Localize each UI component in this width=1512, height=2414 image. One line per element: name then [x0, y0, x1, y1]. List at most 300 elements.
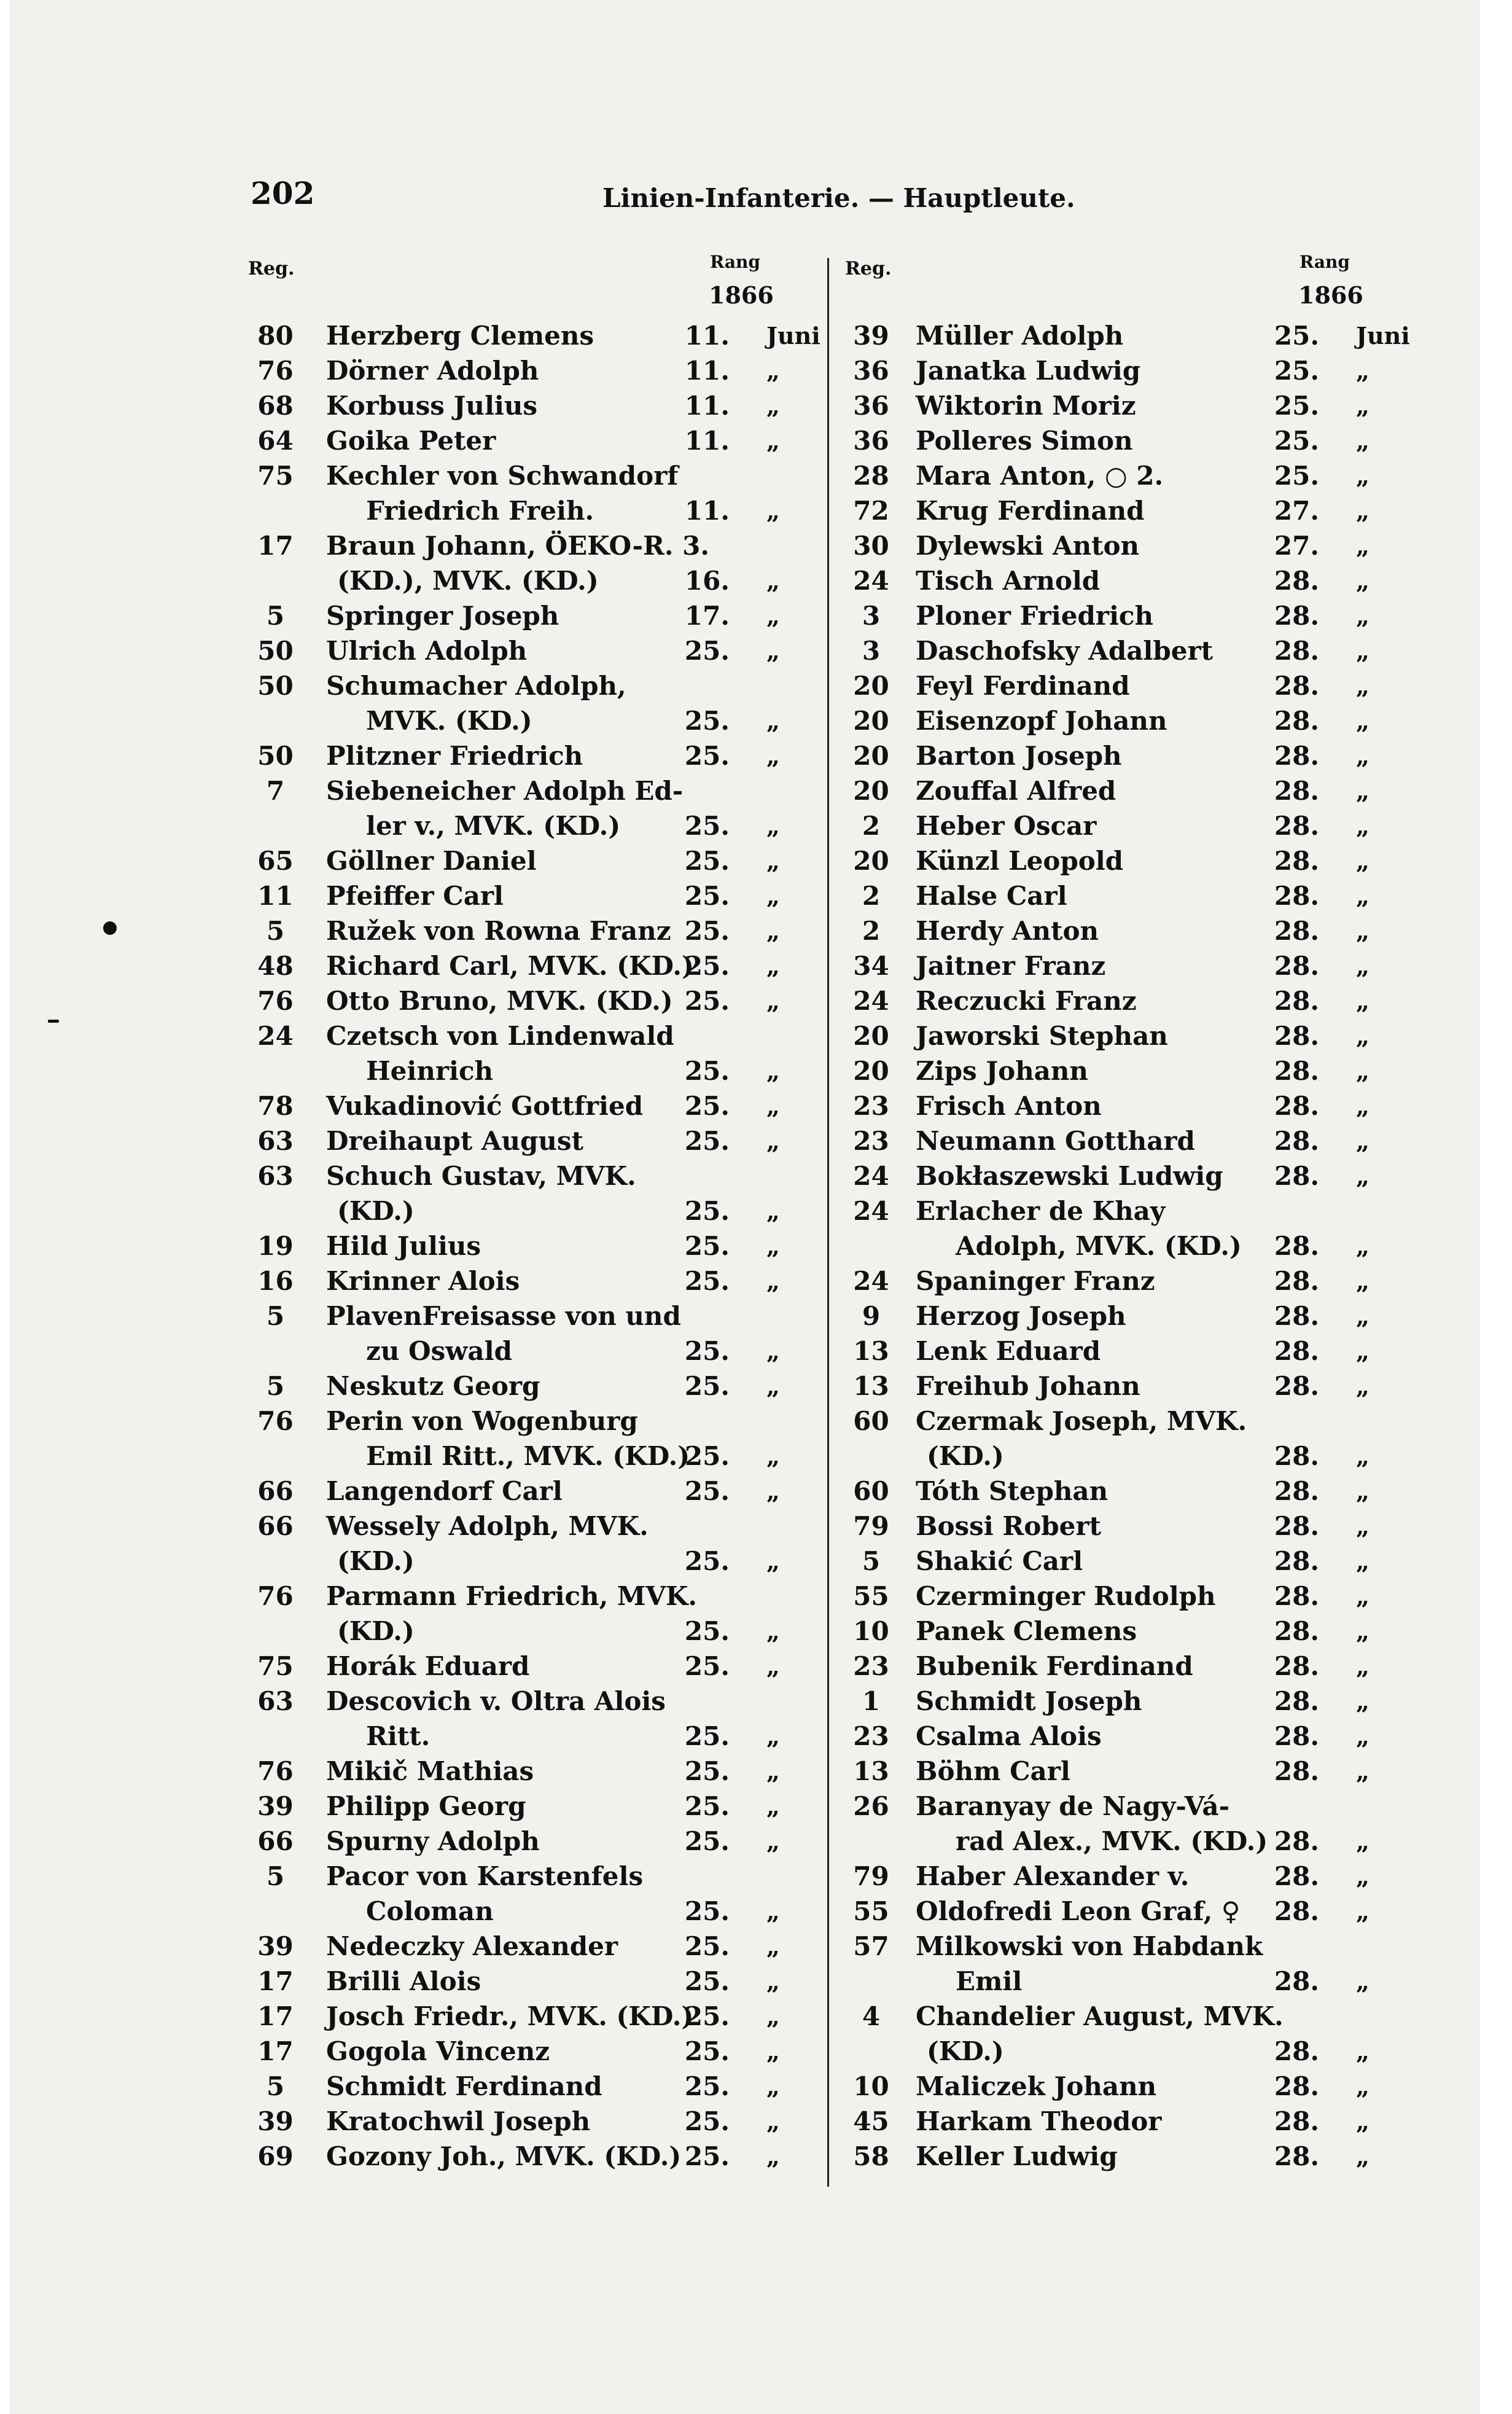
rang-cell: 25. [684, 1056, 730, 1086]
rang-cell: 25. [684, 1231, 730, 1261]
reg-cell: 68 [257, 391, 294, 421]
name-cell: Czerminger Rudolph [916, 1581, 1216, 1611]
rang-cell: 25. [684, 1721, 730, 1751]
book-page [10, 0, 1496, 2414]
reg-cell: 60 [853, 1406, 889, 1436]
reg-cell: 1 [862, 1686, 881, 1716]
name-cell: zu Oswald [366, 1336, 512, 1366]
name-cell: Neumann Gotthard [916, 1126, 1195, 1156]
name-cell: (KD.) [337, 1616, 415, 1646]
reg-cell: 10 [853, 1616, 889, 1646]
left-rang-header: Rang [710, 252, 760, 272]
name-cell: (KD.) [927, 1441, 1004, 1471]
ditto-cell: „ [766, 882, 780, 910]
rang-cell: 28. [1274, 1091, 1319, 1121]
name-cell: Otto Bruno, MVK. (KD.) [326, 986, 673, 1016]
name-cell: (KD.) [927, 2036, 1004, 2066]
ditto-cell: „ [1356, 847, 1370, 875]
name-cell: Ritt. [366, 1721, 431, 1751]
ditto-cell: „ [1356, 1057, 1370, 1085]
reg-cell: 20 [853, 776, 889, 806]
right-reg-header: Reg. [845, 258, 892, 279]
rang-cell: 28. [1274, 741, 1319, 771]
ditto-cell: „ [1356, 1617, 1370, 1645]
rang-cell: 28. [1274, 1756, 1319, 1786]
rang-cell: 25. [1274, 426, 1319, 456]
name-cell: Polleres Simon [916, 426, 1133, 456]
name-cell: Perin von Wogenburg [326, 1406, 638, 1436]
rang-cell: 25. [1274, 356, 1319, 386]
rang-cell: 28. [1274, 811, 1319, 841]
name-cell: Vukadinović Gottfried [326, 1091, 644, 1121]
ditto-cell: „ [1356, 1827, 1370, 1855]
name-cell: Ulrich Adolph [326, 636, 528, 666]
ditto-cell: „ [1356, 1862, 1370, 1890]
rang-cell: 25. [684, 881, 730, 911]
name-cell: Heber Oscar [916, 811, 1097, 841]
name-cell: Müller Adolph [916, 321, 1124, 351]
name-cell: Spaninger Franz [916, 1266, 1155, 1296]
reg-cell: 64 [257, 426, 294, 456]
ditto-cell: „ [766, 2107, 780, 2135]
rang-cell: 25. [684, 1266, 730, 1296]
name-cell: Plitzner Friedrich [326, 741, 583, 771]
name-cell: Zips Johann [916, 1056, 1088, 1086]
ditto-cell: „ [1356, 567, 1370, 595]
name-cell: Kechler von Schwandorf [326, 461, 679, 491]
ditto-cell: „ [1356, 1757, 1370, 1785]
rang-cell: 25. [684, 1616, 730, 1646]
reg-cell: 58 [853, 2141, 889, 2171]
name-cell: Herzberg Clemens [326, 321, 594, 351]
ditto-cell: „ [1356, 707, 1370, 735]
name-cell: Harkam Theodor [916, 2106, 1162, 2136]
name-cell: Czetsch von Lindenwald [326, 1021, 674, 1051]
ditto-cell: „ [766, 637, 780, 665]
ditto-cell: „ [766, 427, 780, 455]
reg-cell: 24 [853, 986, 889, 1016]
name-cell: Krug Ferdinand [916, 496, 1145, 526]
ditto-cell: „ [766, 2037, 780, 2065]
page-number: 202 [251, 175, 315, 211]
reg-cell: 9 [862, 1301, 881, 1331]
rang-cell: 28. [1274, 1476, 1319, 1506]
ditto-cell: „ [1356, 1372, 1370, 1400]
name-cell: Mara Anton, ○ 2. [916, 461, 1164, 491]
name-cell: Bokłaszewski Ludwig [916, 1161, 1223, 1191]
reg-cell: 17 [257, 2001, 294, 2031]
ditto-cell: „ [766, 707, 780, 735]
ink-mark [48, 1020, 59, 1023]
name-cell: Panek Clemens [916, 1616, 1137, 1646]
reg-cell: 24 [853, 1196, 889, 1226]
name-cell: Tóth Stephan [916, 1476, 1109, 1506]
name-cell: Böhm Carl [916, 1756, 1070, 1786]
ditto-cell: „ [766, 392, 780, 420]
reg-cell: 30 [853, 531, 889, 561]
name-cell: Jaitner Franz [916, 951, 1106, 981]
rang-cell: 25. [684, 1931, 730, 1961]
reg-cell: 63 [257, 1126, 294, 1156]
name-cell: Ploner Friedrich [916, 601, 1154, 631]
name-cell: Barton Joseph [916, 741, 1122, 771]
ditto-cell: „ [1356, 2072, 1370, 2100]
reg-cell: 20 [853, 1056, 889, 1086]
reg-cell: 66 [257, 1511, 294, 1541]
name-cell: Parmann Friedrich, MVK. [326, 1581, 698, 1611]
ditto-cell: „ [766, 1792, 780, 1820]
ditto-cell: „ [766, 1057, 780, 1085]
ditto-cell: „ [766, 1547, 780, 1575]
name-cell: Schuch Gustav, MVK. [326, 1161, 636, 1191]
rang-cell: 28. [1274, 1651, 1319, 1681]
reg-cell: 39 [853, 321, 889, 351]
name-cell: Spurny Adolph [326, 1826, 540, 1856]
reg-cell: 76 [257, 1406, 294, 1436]
reg-cell: 17 [257, 1966, 294, 1996]
rang-cell: 25. [684, 706, 730, 736]
ditto-cell: „ [766, 742, 780, 770]
rang-cell: 28. [1274, 2141, 1319, 2171]
ditto-cell: „ [766, 847, 780, 875]
reg-cell: 20 [853, 741, 889, 771]
reg-cell: 4 [862, 2001, 881, 2031]
rang-cell: 27. [1274, 496, 1319, 526]
rang-cell: 25. [684, 916, 730, 946]
name-cell: Dreihaupt August [326, 1126, 583, 1156]
rang-cell: 25. [684, 2036, 730, 2066]
reg-cell: 55 [853, 1581, 889, 1611]
name-cell: Baranyay de Nagy-Vá- [916, 1791, 1230, 1821]
ditto-cell: „ [766, 1267, 780, 1295]
reg-cell: 69 [257, 2141, 294, 2171]
ditto-cell: „ [1356, 392, 1370, 420]
reg-cell: 50 [257, 671, 294, 701]
name-cell: Csalma Alois [916, 1721, 1102, 1751]
reg-cell: 57 [853, 1931, 889, 1961]
name-cell: Erlacher de Khay [916, 1196, 1166, 1226]
reg-cell: 2 [862, 811, 881, 841]
name-cell: Janatka Ludwig [916, 356, 1141, 386]
ditto-cell: „ [766, 1197, 780, 1225]
rang-cell: 25. [1274, 321, 1319, 351]
name-cell: (KD.), MVK. (KD.) [337, 566, 599, 596]
rang-cell: 28. [1274, 1721, 1319, 1751]
rang-cell: 28. [1274, 1371, 1319, 1401]
reg-cell: 5 [266, 916, 285, 946]
ditto-cell: „ [766, 602, 780, 630]
name-cell: Freihub Johann [916, 1371, 1140, 1401]
ditto-cell: „ [766, 2072, 780, 2100]
reg-cell: 24 [257, 1021, 294, 1051]
ditto-cell: „ [1356, 2037, 1370, 2065]
rang-cell: 25. [1274, 461, 1319, 491]
ditto-cell: „ [766, 952, 780, 980]
ditto-cell: Juni [1356, 322, 1410, 350]
reg-cell: 23 [853, 1126, 889, 1156]
ditto-cell: „ [1356, 1967, 1370, 1995]
reg-cell: 20 [853, 1021, 889, 1051]
reg-cell: 39 [257, 2106, 294, 2136]
ditto-cell: „ [1356, 777, 1370, 805]
name-cell: Ružek von Rowna Franz [326, 916, 671, 946]
ditto-cell: „ [1356, 1092, 1370, 1120]
rang-cell: 28. [1274, 2106, 1319, 2136]
rang-cell: 25. [684, 2071, 730, 2101]
ditto-cell: „ [1356, 462, 1370, 490]
name-cell: Frisch Anton [916, 1091, 1102, 1121]
ditto-cell: „ [1356, 1442, 1370, 1470]
ditto-cell: „ [1356, 1022, 1370, 1050]
name-cell: rad Alex., MVK. (KD.) [956, 1826, 1268, 1856]
rang-cell: 28. [1274, 1511, 1319, 1541]
reg-cell: 28 [853, 461, 889, 491]
rang-cell: 25. [684, 1651, 730, 1681]
name-cell: Descovich v. Oltra Alois [326, 1686, 666, 1716]
ditto-cell: „ [1356, 672, 1370, 700]
name-cell: (KD.) [337, 1196, 415, 1226]
ditto-cell: Juni [766, 322, 820, 350]
reg-cell: 80 [257, 321, 294, 351]
reg-cell: 7 [266, 776, 285, 806]
reg-cell: 16 [257, 1266, 294, 1296]
rang-cell: 11. [684, 321, 730, 351]
reg-cell: 60 [853, 1476, 889, 1506]
reg-cell: 24 [853, 1161, 889, 1191]
reg-cell: 76 [257, 1581, 294, 1611]
name-cell: Lenk Eduard [916, 1336, 1101, 1366]
name-cell: Langendorf Carl [326, 1476, 563, 1506]
rang-cell: 25. [684, 1826, 730, 1856]
name-cell: Schmidt Ferdinand [326, 2071, 602, 2101]
rang-cell: 28. [1274, 1301, 1319, 1331]
name-cell: Shakić Carl [916, 1546, 1083, 1576]
reg-cell: 36 [853, 391, 889, 421]
name-cell: Keller Ludwig [916, 2141, 1118, 2171]
rang-cell: 25. [1274, 391, 1319, 421]
name-cell: Schmidt Joseph [916, 1686, 1142, 1716]
rang-cell: 25. [684, 986, 730, 1016]
rang-cell: 28. [1274, 2071, 1319, 2101]
name-cell: Adolph, MVK. (KD.) [956, 1231, 1242, 1261]
running-head: Linien-Infanterie. — Hauptleute. [602, 183, 1075, 213]
reg-cell: 5 [266, 1861, 285, 1891]
rang-cell: 28. [1274, 1441, 1319, 1471]
name-cell: MVK. (KD.) [366, 706, 532, 736]
ditto-cell: „ [1356, 1337, 1370, 1365]
reg-cell: 36 [853, 426, 889, 456]
rang-cell: 25. [684, 2106, 730, 2136]
name-cell: Milkowski von Habdank [916, 1931, 1263, 1961]
name-cell: Göllner Daniel [326, 846, 537, 876]
ditto-cell: „ [1356, 952, 1370, 980]
name-cell: Gozony Joh., MVK. (KD.) [326, 2141, 682, 2171]
rang-cell: 25. [684, 1476, 730, 1506]
reg-cell: 79 [853, 1511, 889, 1541]
rang-cell: 28. [1274, 1161, 1319, 1191]
name-cell: Springer Joseph [326, 601, 559, 631]
rang-cell: 28. [1274, 636, 1319, 666]
ditto-cell: „ [766, 1827, 780, 1855]
name-cell: Goika Peter [326, 426, 496, 456]
ditto-cell: „ [766, 1337, 780, 1365]
rang-cell: 25. [684, 1966, 730, 1996]
name-cell: Czermak Joseph, MVK. [916, 1406, 1247, 1436]
name-cell: Emil [956, 1966, 1023, 1996]
name-cell: Mikič Mathias [326, 1756, 534, 1786]
reg-cell: 65 [257, 846, 294, 876]
ditto-cell: „ [766, 1617, 780, 1645]
rang-cell: 28. [1274, 2036, 1319, 2066]
name-cell: Braun Johann, ÖEKO-R. 3. [326, 531, 710, 561]
ditto-cell: „ [1356, 637, 1370, 665]
ditto-cell: „ [766, 1127, 780, 1155]
ditto-cell: „ [1356, 357, 1370, 385]
ditto-cell: „ [766, 357, 780, 385]
name-cell: Hild Julius [326, 1231, 481, 1261]
name-cell: Nedeczky Alexander [326, 1931, 618, 1961]
ditto-cell: „ [766, 1932, 780, 1960]
name-cell: Wiktorin Moriz [916, 391, 1136, 421]
ditto-cell: „ [766, 1652, 780, 1680]
reg-cell: 66 [257, 1476, 294, 1506]
reg-cell: 13 [853, 1756, 889, 1786]
column-divider [827, 258, 829, 2187]
ditto-cell: „ [1356, 1477, 1370, 1505]
name-cell: Oldofredi Leon Graf, ♀ [916, 1896, 1241, 1926]
rang-cell: 25. [684, 1791, 730, 1821]
rang-cell: 28. [1274, 1266, 1319, 1296]
name-cell: Maliczek Johann [916, 2071, 1157, 2101]
reg-cell: 11 [257, 881, 294, 911]
name-cell: Richard Carl, MVK. (KD.) [326, 951, 694, 981]
rang-cell: 28. [1274, 1686, 1319, 1716]
reg-cell: 39 [257, 1931, 294, 1961]
reg-cell: 2 [862, 881, 881, 911]
name-cell: Gogola Vincenz [326, 2036, 550, 2066]
rang-cell: 28. [1274, 566, 1319, 596]
reg-cell: 63 [257, 1686, 294, 1716]
rang-cell: 27. [1274, 531, 1319, 561]
ditto-cell: „ [1356, 2107, 1370, 2135]
name-cell: Pacor von Karstenfels [326, 1861, 644, 1891]
ditto-cell: „ [766, 1967, 780, 1995]
rang-cell: 25. [684, 1756, 730, 1786]
ditto-cell: „ [1356, 1512, 1370, 1540]
name-cell: Reczucki Franz [916, 986, 1137, 1016]
reg-cell: 13 [853, 1371, 889, 1401]
rang-cell: 28. [1274, 986, 1319, 1016]
rang-cell: 28. [1274, 1861, 1319, 1891]
ditto-cell: „ [1356, 917, 1370, 945]
ditto-cell: „ [1356, 1722, 1370, 1750]
reg-cell: 20 [853, 671, 889, 701]
reg-cell: 78 [257, 1091, 294, 1121]
name-cell: Künzl Leopold [916, 846, 1124, 876]
name-cell: Brilli Alois [326, 1966, 481, 1996]
rang-cell: 28. [1274, 1231, 1319, 1261]
ditto-cell: „ [766, 1722, 780, 1750]
rang-cell: 25. [684, 1126, 730, 1156]
name-cell: Herdy Anton [916, 916, 1099, 946]
rang-cell: 25. [684, 636, 730, 666]
name-cell: (KD.) [337, 1546, 415, 1576]
reg-cell: 48 [257, 951, 294, 981]
rang-cell: 25. [684, 951, 730, 981]
ditto-cell: „ [1356, 1687, 1370, 1715]
ditto-cell: „ [766, 1477, 780, 1505]
ditto-cell: „ [1356, 532, 1370, 560]
ditto-cell: „ [766, 1232, 780, 1260]
name-cell: Kratochwil Joseph [326, 2106, 591, 2136]
reg-cell: 17 [257, 2036, 294, 2066]
page-edge [1480, 0, 1496, 2414]
reg-cell: 3 [862, 636, 881, 666]
reg-cell: 76 [257, 1756, 294, 1786]
name-cell: Chandelier August, MVK. [916, 2001, 1284, 2031]
right-rang-header: Rang [1300, 252, 1350, 272]
reg-cell: 34 [853, 951, 889, 981]
ditto-cell: „ [1356, 2143, 1370, 2170]
reg-cell: 10 [853, 2071, 889, 2101]
name-cell: PlavenFreisasse von und [326, 1301, 681, 1331]
rang-cell: 25. [684, 1441, 730, 1471]
rang-cell: 25. [684, 1091, 730, 1121]
reg-cell: 50 [257, 636, 294, 666]
reg-cell: 66 [257, 1826, 294, 1856]
name-cell: Eisenzopf Johann [916, 706, 1167, 736]
rang-cell: 28. [1274, 601, 1319, 631]
reg-cell: 26 [853, 1791, 889, 1821]
name-cell: Coloman [366, 1896, 494, 1926]
rang-cell: 28. [1274, 706, 1319, 736]
ditto-cell: „ [1356, 427, 1370, 455]
reg-cell: 3 [862, 601, 881, 631]
ditto-cell: „ [1356, 1127, 1370, 1155]
name-cell: Bubenik Ferdinand [916, 1651, 1193, 1681]
reg-cell: 5 [266, 601, 285, 631]
reg-cell: 76 [257, 356, 294, 386]
rang-cell: 28. [1274, 671, 1319, 701]
ditto-cell: „ [766, 812, 780, 840]
reg-cell: 20 [853, 706, 889, 736]
reg-cell: 63 [257, 1161, 294, 1191]
rang-cell: 28. [1274, 776, 1319, 806]
ditto-cell: „ [1356, 742, 1370, 770]
name-cell: Herzog Joseph [916, 1301, 1126, 1331]
rang-cell: 28. [1274, 1546, 1319, 1576]
reg-cell: 79 [853, 1861, 889, 1891]
name-cell: Dörner Adolph [326, 356, 539, 386]
reg-cell: 75 [257, 461, 294, 491]
name-cell: Halse Carl [916, 881, 1067, 911]
rang-cell: 25. [684, 2141, 730, 2171]
name-cell: Haber Alexander v. [916, 1861, 1190, 1891]
rang-cell: 28. [1274, 1056, 1319, 1086]
name-cell: Emil Ritt., MVK. (KD.) [366, 1441, 690, 1471]
ditto-cell: „ [1356, 882, 1370, 910]
ditto-cell: „ [1356, 1162, 1370, 1190]
name-cell: Friedrich Freih. [366, 496, 594, 526]
ditto-cell: „ [766, 1897, 780, 1925]
reg-cell: 55 [853, 1896, 889, 1926]
ditto-cell: „ [766, 917, 780, 945]
rang-cell: 25. [684, 2001, 730, 2031]
rang-cell: 25. [684, 1546, 730, 1576]
ditto-cell: „ [1356, 1267, 1370, 1295]
ditto-cell: „ [766, 1092, 780, 1120]
reg-cell: 17 [257, 531, 294, 561]
